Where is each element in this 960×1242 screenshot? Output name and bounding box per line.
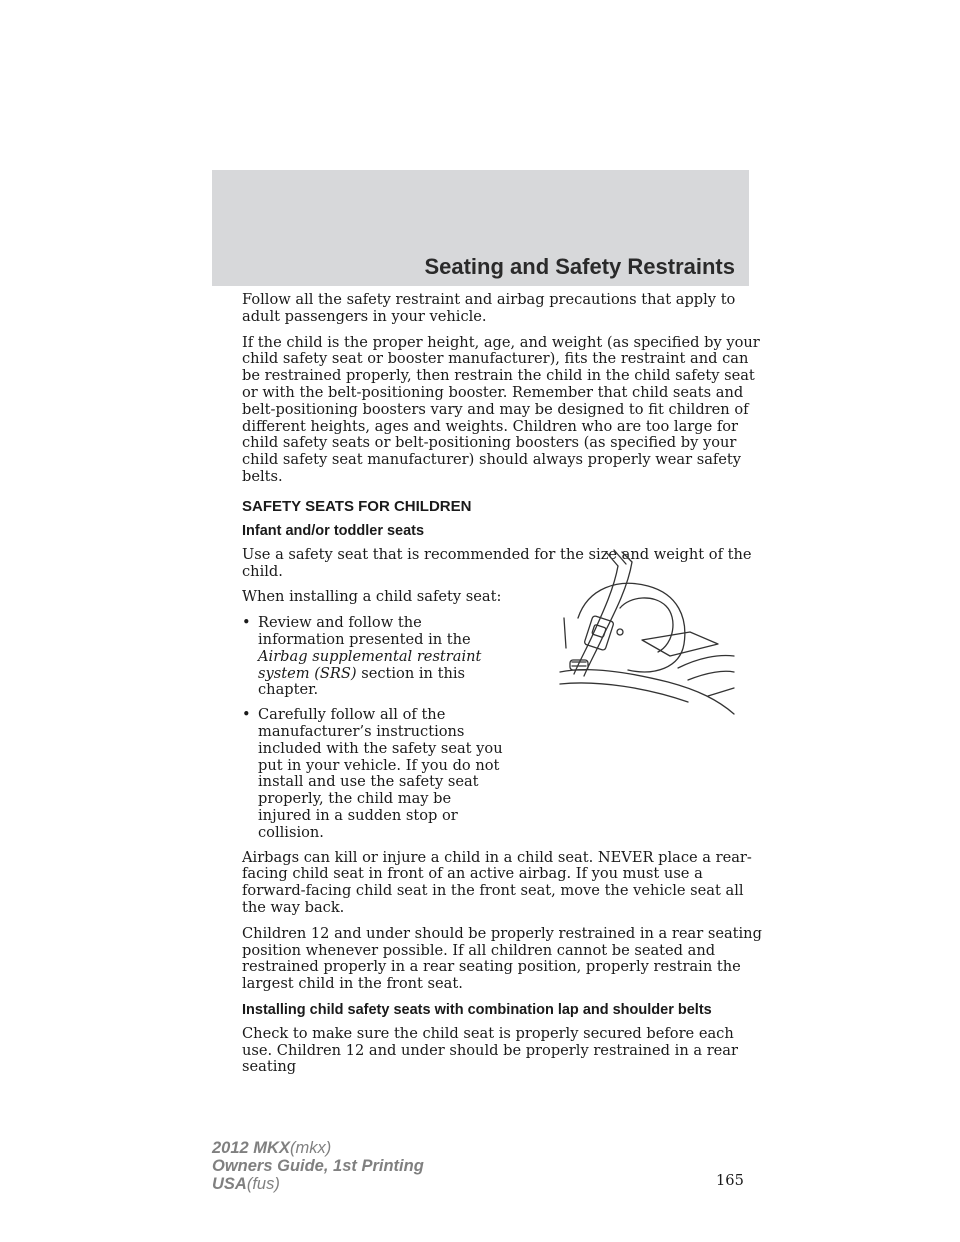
bullet2-text: Carefully follow all of the manufacturer’s instructions included with the safety seat you put in your vehicle. If you do not install and use the safety seat properly, the child may be injured in a sudden stop or collision. [258, 706, 503, 841]
page-number: 165 [716, 1172, 744, 1189]
bullet-icon: • [242, 706, 251, 724]
child-seat-belt-illustration [558, 548, 736, 720]
bullet1-text-start: Review and follow the information presented in the [258, 614, 471, 648]
footer-model: 2012 MKX [212, 1139, 290, 1157]
section-heading: SAFETY SEATS FOR CHILDREN [242, 497, 472, 515]
footer-model-code: (mkx) [289, 1139, 332, 1157]
paragraph-when-installing: When installing a child safety seat: [242, 588, 502, 606]
subheading-infant-toddler: Infant and/or toddler seats [242, 522, 425, 539]
paragraph-rear-seating: Children 12 and under should be properly restrained in a rear seating position whenever possible. If all children cannot be seated and restrained properly in a rear seating position, properly restrain the largest child in the front seat. [242, 924, 762, 993]
subheading-lap-shoulder-belts: Installing child safety seats with combination lap and shoulder belts [242, 1001, 712, 1018]
bullet1-text-end: section in this chapter. [258, 664, 465, 699]
footer-market: USA [212, 1175, 247, 1193]
footer-line-market [212, 1175, 424, 1193]
footer [212, 1139, 424, 1193]
header-band [212, 170, 749, 286]
list-item [242, 707, 504, 841]
paragraph-adult-precautions: Follow all the safety restraint and airbag precautions that apply to adult passengers in your vehicle. [242, 291, 736, 325]
footer-market-code: (fus) [246, 1175, 280, 1193]
bullet-icon: • [242, 614, 251, 632]
paragraph-airbag-warning: Airbags can kill or injure a child in a child seat. NEVER place a rear-facing child seat in front of an active airbag. If you must use a forward-facing child seat in the front seat, move the vehicle seat all the way back. [242, 848, 752, 916]
bullet1-section-reference: Airbag supplemental restraint system (SRS) [258, 647, 482, 682]
paragraph-recommended-seat: Use a safety seat that is recommended for the size and weight of the child. [242, 545, 752, 580]
paragraph-child-fit: If the child is the proper height, age, and weight (as specified by your child safety seat or booster manufacturer), fits the restraint and can be restrained properly, then restrain the child in the child safety seat or with the belt-positioning booster. Remember that child seats and belt-positioning boosters vary and may be designed to fit children of different heights, ages and weights. Children who are too large for child safety seats or belt-positioning boosters (as specified by your child safety seat manufacturer) should always properly wear safety belts. [242, 333, 760, 485]
section-header-title: Seating and Safety Restraints [424, 254, 735, 279]
instruction-list [242, 615, 504, 841]
list-item [242, 615, 504, 699]
footer-printing: Owners Guide, 1st Printing [212, 1157, 424, 1175]
paragraph-check-secured: Check to make sure the child seat is properly secured before each use. Children 12 and under should be properly restrained in a rear seating [242, 1024, 738, 1076]
footer-line-model [212, 1139, 424, 1157]
